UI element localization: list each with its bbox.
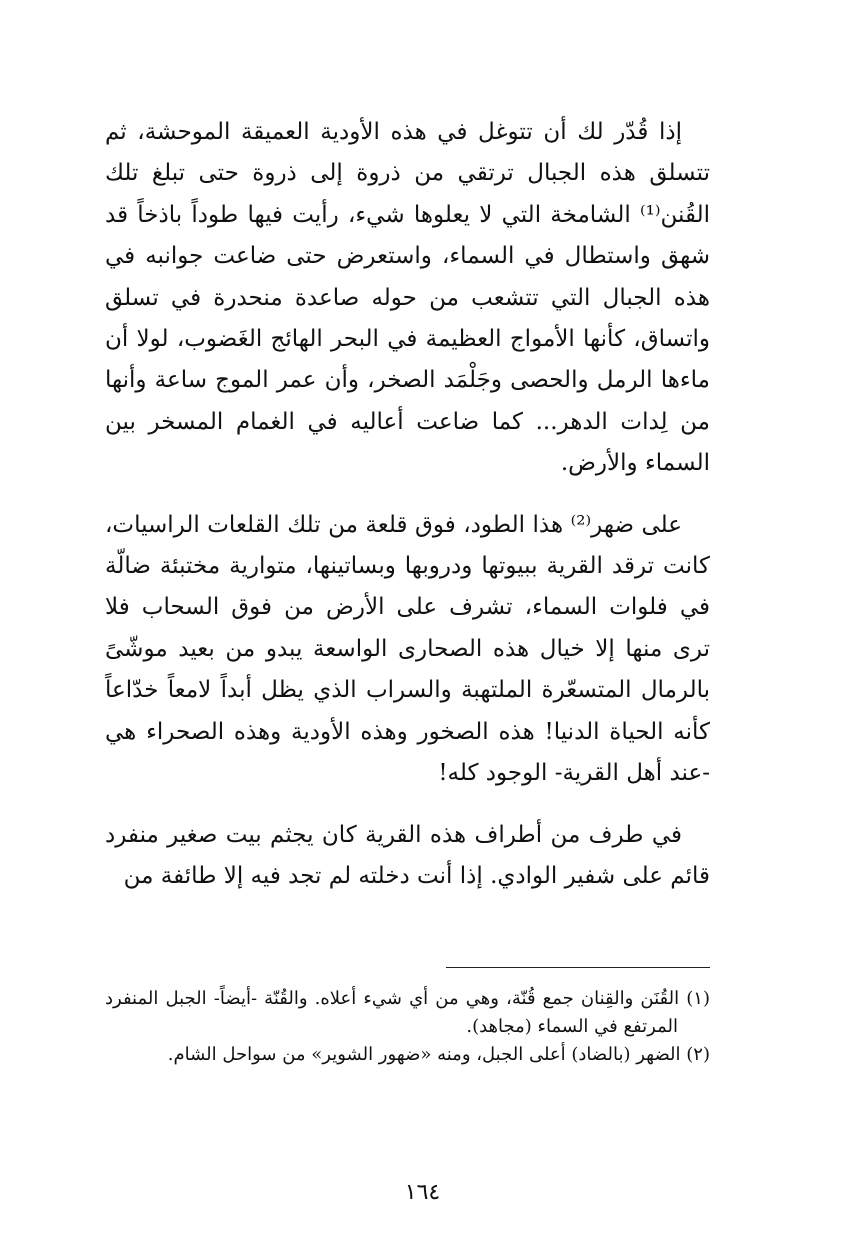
paragraph-3: في طرف من أطراف هذه القرية كان يجثم بيت صغير منفرد قائم على شفير الوادي. إذا أنت دخلته لم تجد فيه إلا طائفة من [105, 821, 710, 889]
footnote-1: (١) القُنَن والقِنان جمع قُنّة، وهي من أي شيء أعلاه. والقُنّة -أيضاً- الجبل المنفرد المرتفع في السماء (مجاهد). [105, 988, 710, 1037]
page-number: ١٦٤ [404, 1180, 441, 1205]
footnote-2: (٢) الضهر (بالضاد) أعلى الجبل، ومنه «ضهور الشوير» من سواحل الشام. [167, 1044, 710, 1065]
footnote-divider [446, 967, 710, 968]
paragraph-2: على ضهر⁽²⁾ هذا الطود، فوق قلعة من تلك القلعات الراسيات، كانت ترقد القرية ببيوتها ودروبها وبساتينها، متوارية مختبئة ضالّة في فلوات السماء، تشرف على الأرض من فوق السحاب فلا ترى منها إلا خيال هذه الصحارى الواسعة يبدو من بعيد موشّىً بالرمال المتسعّرة الملتهبة والسراب الذي يظل أبداً لامعاً خدّاعاً كأنه الحياة الدنيا! هذه الصخور وهذه الأودية وهذه الصحراء هي -عند أهل القرية- الوجود كله! [105, 511, 710, 787]
main-text [105, 112, 710, 897]
footnotes [105, 985, 710, 1069]
paragraph-1: إذا قُدّر لك أن تتوغل في هذه الأودية العميقة الموحشة، ثم تتسلق هذه الجبال ترتقي من ذروة إلى ذروة حتى تبلغ تلك القُنن⁽¹⁾ الشامخة التي لا يعلوها شيء، رأيت فيها طوداً باذخاً قد شهق واستطال في السماء، واستعرض حتى ضاعت جوانبه في هذه الجبال التي تتشعب من حوله صاعدة منحدرة في تسلق واتساق، كأنها الأمواج العظيمة في البحر الهائج الغَضوب، لولا أن ماءها الرمل والحصى وجَلْمَد الصخر، وأن عمر الموج ساعة وأنها من لِدات الدهر... كما ضاعت أعاليه في الغمام المسخر بين السماء والأرض. [105, 119, 710, 477]
